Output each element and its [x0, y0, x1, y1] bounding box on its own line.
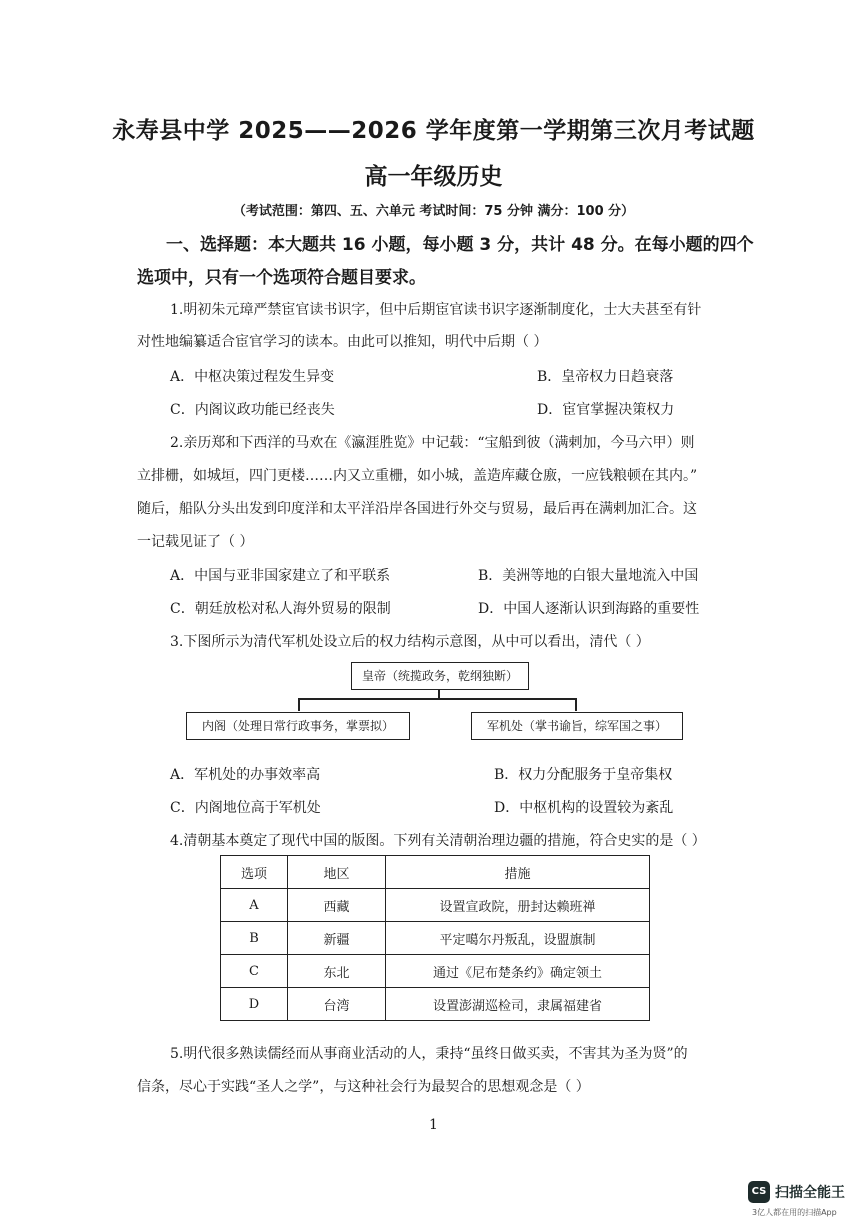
scanner-watermark: [748, 1181, 856, 1221]
q1-option-c: C．内阁议政功能已经丧失: [170, 402, 335, 418]
q1-option-a: A．中枢决策过程发生异变: [170, 369, 335, 385]
table-cell: A: [221, 889, 288, 922]
q5-stem-line1: 5.明代很多熟读儒经而从事商业活动的人，秉持“虽终日做买卖，不害其为圣为贤”的: [170, 1046, 688, 1062]
diagram-grand-council-box: 军机处（掌书谕旨，综军国之事）: [471, 712, 683, 740]
q2-stem-line1: 2.亲历郑和下西洋的马欢在《瀛涯胜览》中记载：“宝船到彼（满剌加，今马六甲）则: [170, 435, 695, 451]
brand-tagline: 3亿人都在用的扫描App: [752, 1208, 837, 1217]
table-header-row: [221, 856, 650, 889]
table-cell: B: [221, 922, 288, 955]
table-row: [221, 955, 650, 988]
table-cell: 台湾: [288, 988, 386, 1021]
section-heading-line1: 一、选择题：本大题共 16 小题，每小题 3 分，共计 48 分。在每小题的四个: [166, 235, 754, 255]
q1-stem-line2: 对性地编纂适合宦官学习的读本。由此可以推知，明代中后期（ ）: [137, 334, 548, 350]
table-cell: 设置宣政院，册封达赖班禅: [386, 889, 650, 922]
diagram-emperor-box: 皇帝（统揽政务，乾纲独断）: [351, 662, 529, 690]
q3-option-a: A．军机处的办事效率高: [170, 767, 321, 783]
diagram-connector-left: [298, 698, 300, 711]
brand-name: 扫描全能王: [775, 1185, 845, 1201]
table-cell: 通过《尼布楚条约》确定领土: [386, 955, 650, 988]
q5-stem-line2: 信条，尽心于实践“圣人之学”，与这种社会行为最契合的思想观念是（ ）: [137, 1079, 590, 1095]
table-row: [221, 922, 650, 955]
diagram-connector-right: [575, 698, 577, 711]
exam-title: 永寿县中学 2025——2026 学年度第一学期第三次月考试题: [112, 118, 755, 144]
diagram-connector-horizontal: [298, 698, 577, 700]
q2-stem-line2: 立排栅，如城垣，四门更楼……内又立重栅，如小城，盖造库藏仓廒，一应钱粮顿在其内。”: [137, 468, 698, 484]
q2-stem-line4: 一记载见证了（ ）: [137, 534, 254, 550]
q1-option-b: B．皇帝权力日趋衰落: [537, 369, 674, 385]
table-cell: 设置澎湖巡检司，隶属福建省: [386, 988, 650, 1021]
table-header-cell: 选项: [221, 856, 288, 889]
q4-table: [220, 855, 650, 1021]
table-cell: 新疆: [288, 922, 386, 955]
table-cell: 东北: [288, 955, 386, 988]
table-cell: 平定噶尔丹叛乱，设盟旗制: [386, 922, 650, 955]
table-cell: C: [221, 955, 288, 988]
q2-stem-line3: 随后，船队分头出发到印度洋和太平洋沿岸各国进行外交与贸易，最后再在满剌加汇合。这: [137, 501, 697, 517]
table-header-cell: 地区: [288, 856, 386, 889]
q3-option-b: B．权力分配服务于皇帝集权: [494, 767, 673, 783]
q2-option-a: A．中国与亚非国家建立了和平联系: [170, 568, 391, 584]
table-header-cell: 措施: [386, 856, 650, 889]
section-heading-line2: 选项中，只有一个选项符合题目要求。: [137, 268, 426, 288]
q2-option-c: C．朝廷放松对私人海外贸易的限制: [170, 601, 391, 617]
exam-scope: （考试范围：第四、五、六单元 考试时间：75 分钟 满分：100 分）: [232, 204, 635, 219]
table-cell: 西藏: [288, 889, 386, 922]
q2-option-b: B．美洲等地的白银大量地流入中国: [478, 568, 699, 584]
q3-stem-line1: 3.下图所示为清代军机处设立后的权力结构示意图，从中可以看出，清代（ ）: [170, 634, 650, 650]
q2-option-d: D．中国人逐渐认识到海路的重要性: [478, 601, 700, 617]
q3-option-d: D．中枢机构的设置较为紊乱: [494, 800, 674, 816]
table-row: [221, 988, 650, 1021]
page-number: 1: [429, 1117, 438, 1133]
q1-option-d: D．宦官掌握决策权力: [537, 402, 675, 418]
diagram-cabinet-box: 内阁（处理日常行政事务，掌票拟）: [186, 712, 410, 740]
table-cell: D: [221, 988, 288, 1021]
camscanner-logo-icon: CS: [748, 1181, 770, 1203]
table-row: [221, 889, 650, 922]
q3-option-c: C．内阁地位高于军机处: [170, 800, 321, 816]
q1-stem-line1: 1.明初朱元璋严禁宦官读书识字，但中后期宦官读书识字逐渐制度化，士大夫甚至有针: [170, 302, 702, 318]
q4-stem-line1: 4.清朝基本奠定了现代中国的版图。下列有关清朝治理边疆的措施，符合史实的是（ ）: [170, 833, 706, 849]
exam-subject: 高一年级历史: [364, 164, 503, 190]
